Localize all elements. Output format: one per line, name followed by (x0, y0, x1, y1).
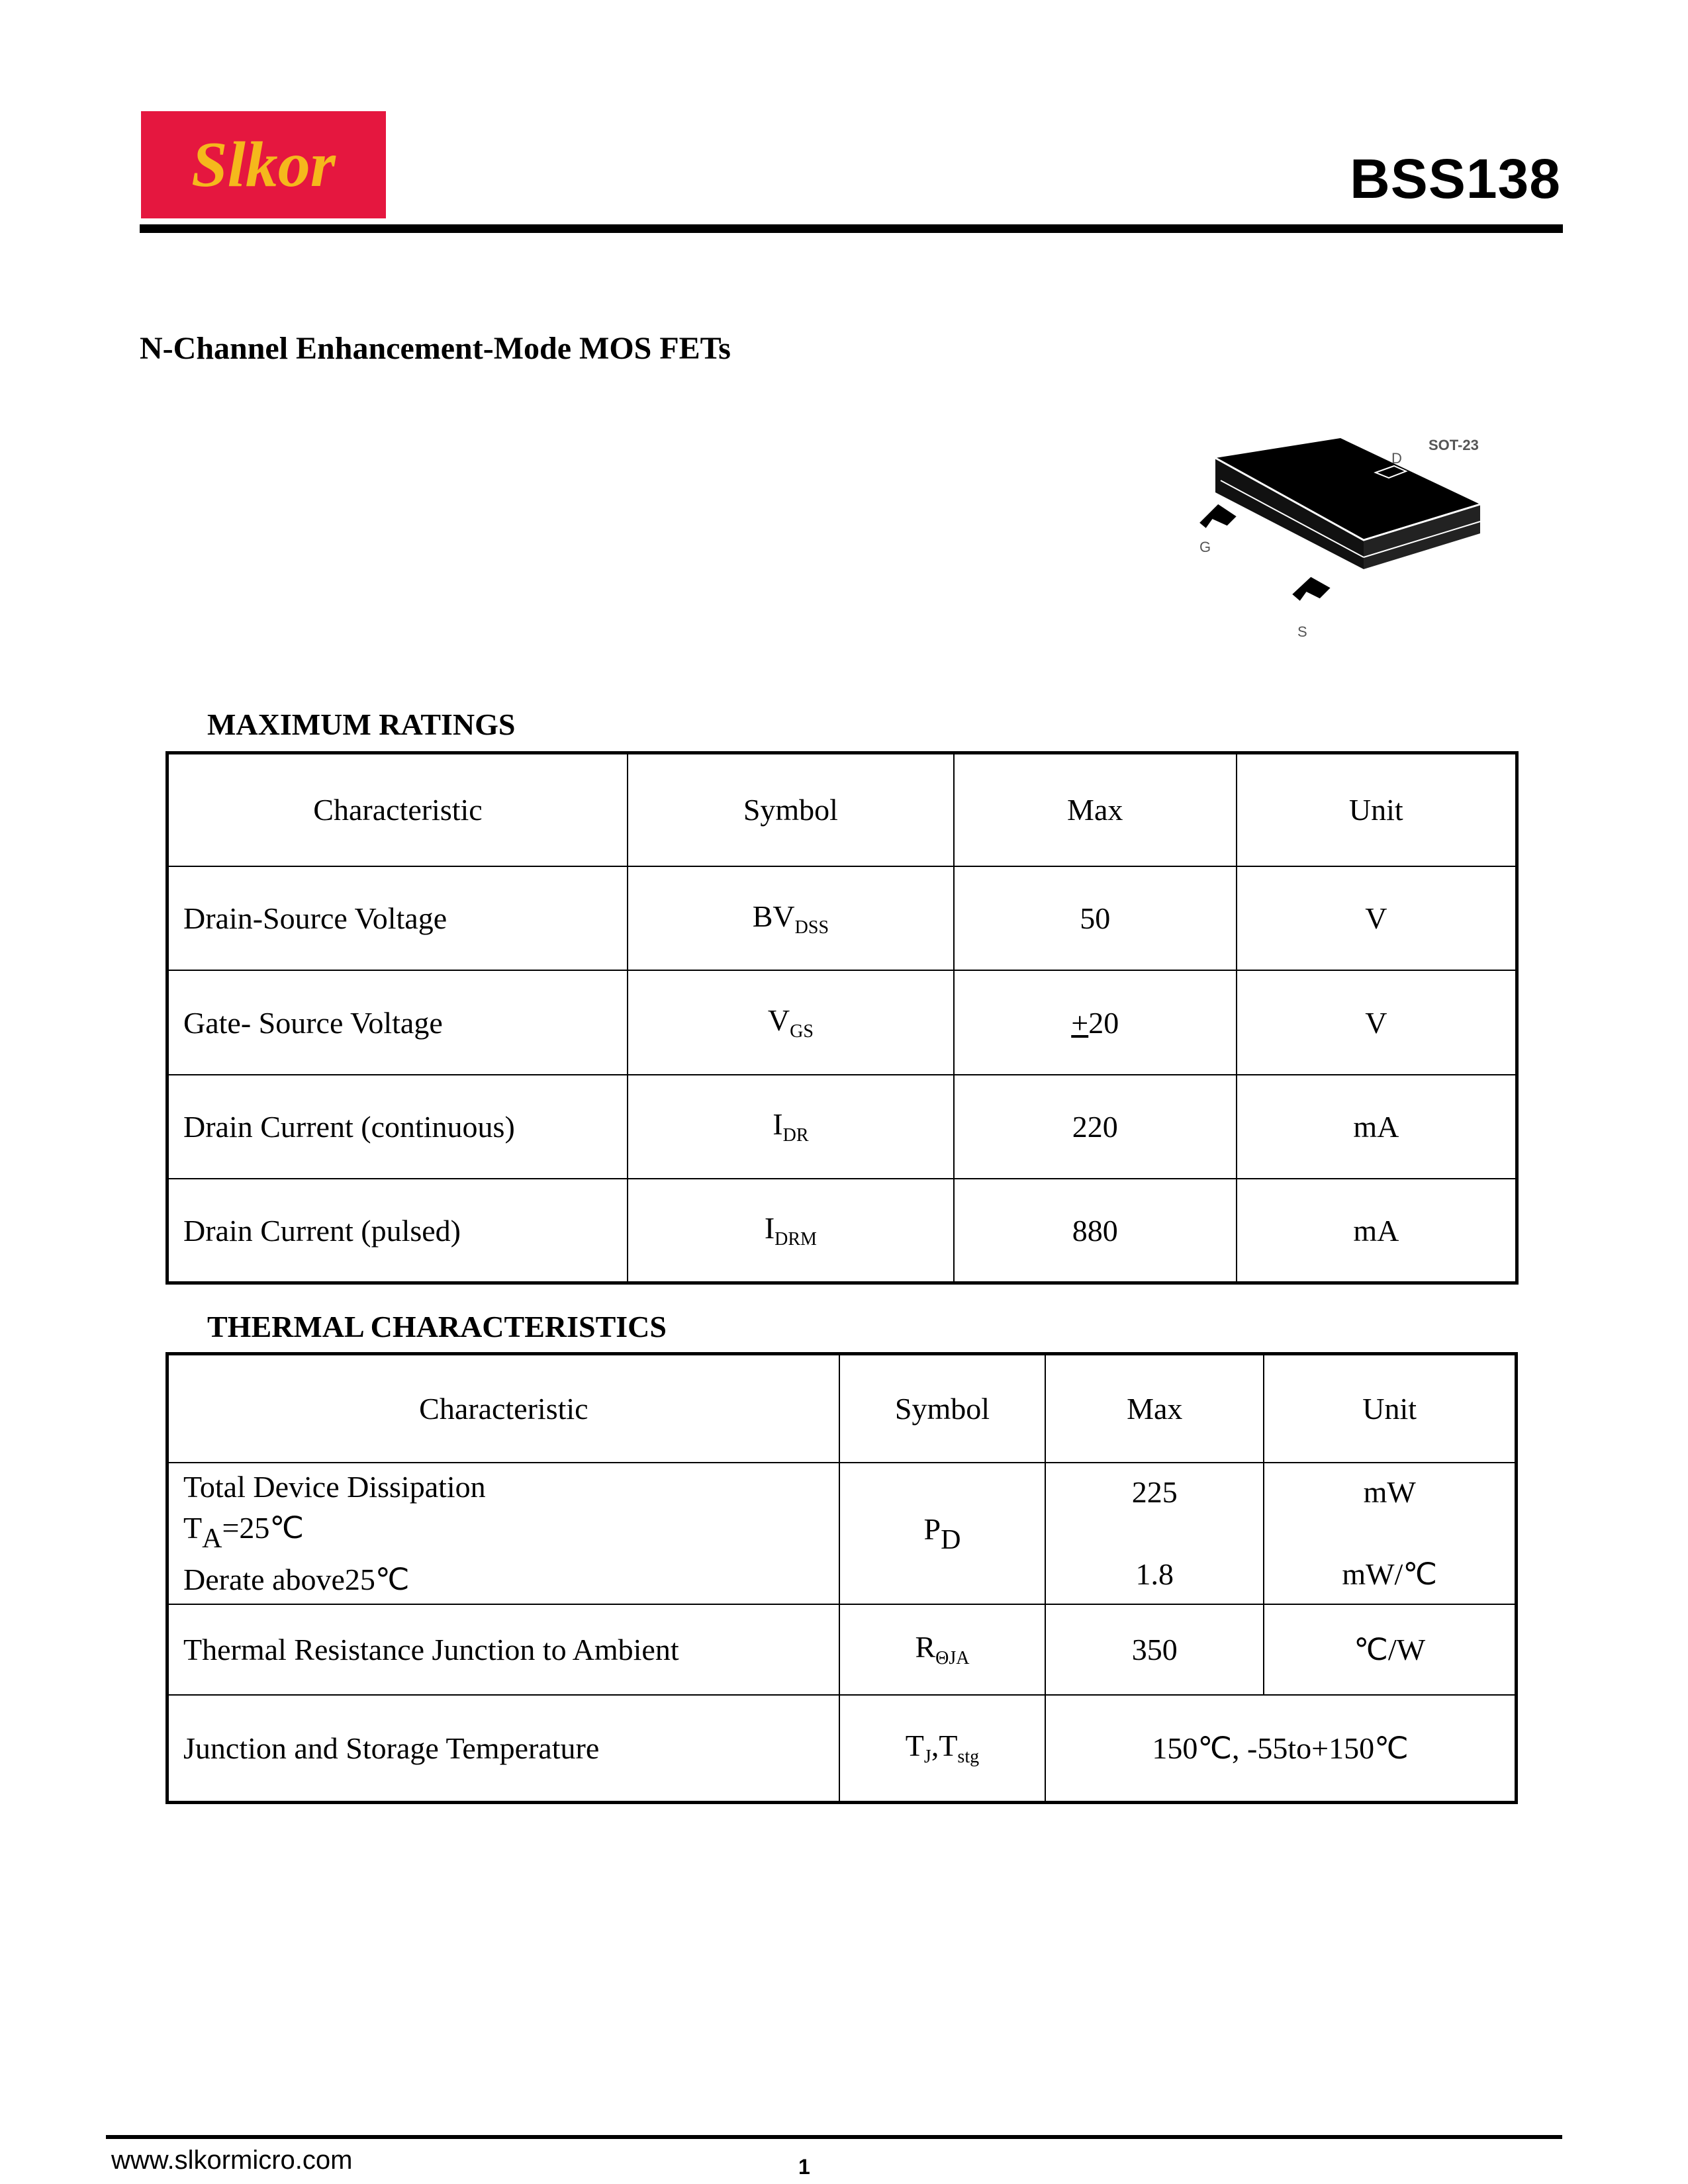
table-row (167, 1695, 1517, 1803)
characteristic: Drain Current (continuous) (167, 1075, 628, 1179)
logo-text: Slkor (191, 129, 336, 201)
max-value: +20 (954, 970, 1237, 1074)
characteristic: Junction and Storage Temperature (167, 1695, 839, 1803)
header-max: Max (954, 753, 1237, 866)
lead-gate (1198, 503, 1238, 529)
footer-divider (106, 2135, 1562, 2139)
header-characteristic: Characteristic (167, 1354, 839, 1463)
table-row (167, 1604, 1517, 1695)
characteristic: Thermal Resistance Junction to Ambient (167, 1604, 839, 1695)
footer-url[interactable]: www.slkormicro.com (111, 2146, 353, 2175)
characteristic: Drain-Source Voltage (167, 866, 628, 970)
unit: V (1237, 866, 1517, 970)
table-row (167, 1463, 1517, 1604)
temperature-range: 150℃, -55to+150℃ (1045, 1695, 1516, 1803)
header-divider (140, 224, 1563, 233)
characteristic: Total Device Dissipation $T_A=25℃$ Derate above25℃ (167, 1463, 839, 1604)
table-row (167, 1179, 1517, 1283)
company-logo (141, 111, 386, 218)
max-ratings-title: MAXIMUM RATINGS (207, 707, 516, 741)
header-characteristic: Characteristic (167, 753, 628, 866)
max-value: 50 (954, 866, 1237, 970)
pin-label-d: D (1391, 450, 1402, 467)
symbol: $I_{DRM}$ (628, 1179, 954, 1283)
table-header-row (167, 753, 1517, 866)
table-row (167, 1075, 1517, 1179)
max-value: 350 (1045, 1604, 1264, 1695)
header-unit: Unit (1237, 753, 1517, 866)
document-title: N-Channel Enhancement-Mode MOS FETs (140, 331, 731, 366)
lead-source (1291, 576, 1332, 602)
header-symbol: Symbol (839, 1354, 1045, 1463)
package-name: SOT-23 (1429, 437, 1479, 453)
thermal-table (165, 1352, 1518, 1804)
header-symbol: Symbol (628, 753, 954, 866)
pin-label-g: G (1199, 539, 1211, 555)
characteristic: Gate- Source Voltage (167, 970, 628, 1074)
unit: mA (1237, 1075, 1517, 1179)
symbol: $BV_{DSS}$ (628, 866, 954, 970)
page-number: 1 (798, 2155, 810, 2179)
sot23-package-illustration (1178, 424, 1523, 649)
header-unit: Unit (1264, 1354, 1516, 1463)
max-ratings-table (165, 751, 1519, 1285)
symbol: $R_{\Theta JA}$ (839, 1604, 1045, 1695)
symbol: $T_J,T_{stg}$ (839, 1695, 1045, 1803)
unit: V (1237, 970, 1517, 1074)
table-row (167, 866, 1517, 970)
unit: mA (1237, 1179, 1517, 1283)
characteristic: Drain Current (pulsed) (167, 1179, 628, 1283)
table-row (167, 970, 1517, 1074)
pin-label-s: S (1297, 623, 1307, 640)
symbol: $P_D$ (839, 1463, 1045, 1604)
table-header-row (167, 1354, 1517, 1463)
symbol: $V_{GS}$ (628, 970, 954, 1074)
max-value: 225 1.8 (1045, 1463, 1264, 1604)
part-number: BSS138 (1350, 148, 1561, 210)
header-max: Max (1045, 1354, 1264, 1463)
thermal-title: THERMAL CHARACTERISTICS (207, 1310, 667, 1343)
unit: mW mW/℃ (1264, 1463, 1516, 1604)
symbol: $I_{DR}$ (628, 1075, 954, 1179)
unit: ℃/W (1264, 1604, 1516, 1695)
logo-graphic (141, 111, 386, 218)
max-value: 880 (954, 1179, 1237, 1283)
max-value: 220 (954, 1075, 1237, 1179)
